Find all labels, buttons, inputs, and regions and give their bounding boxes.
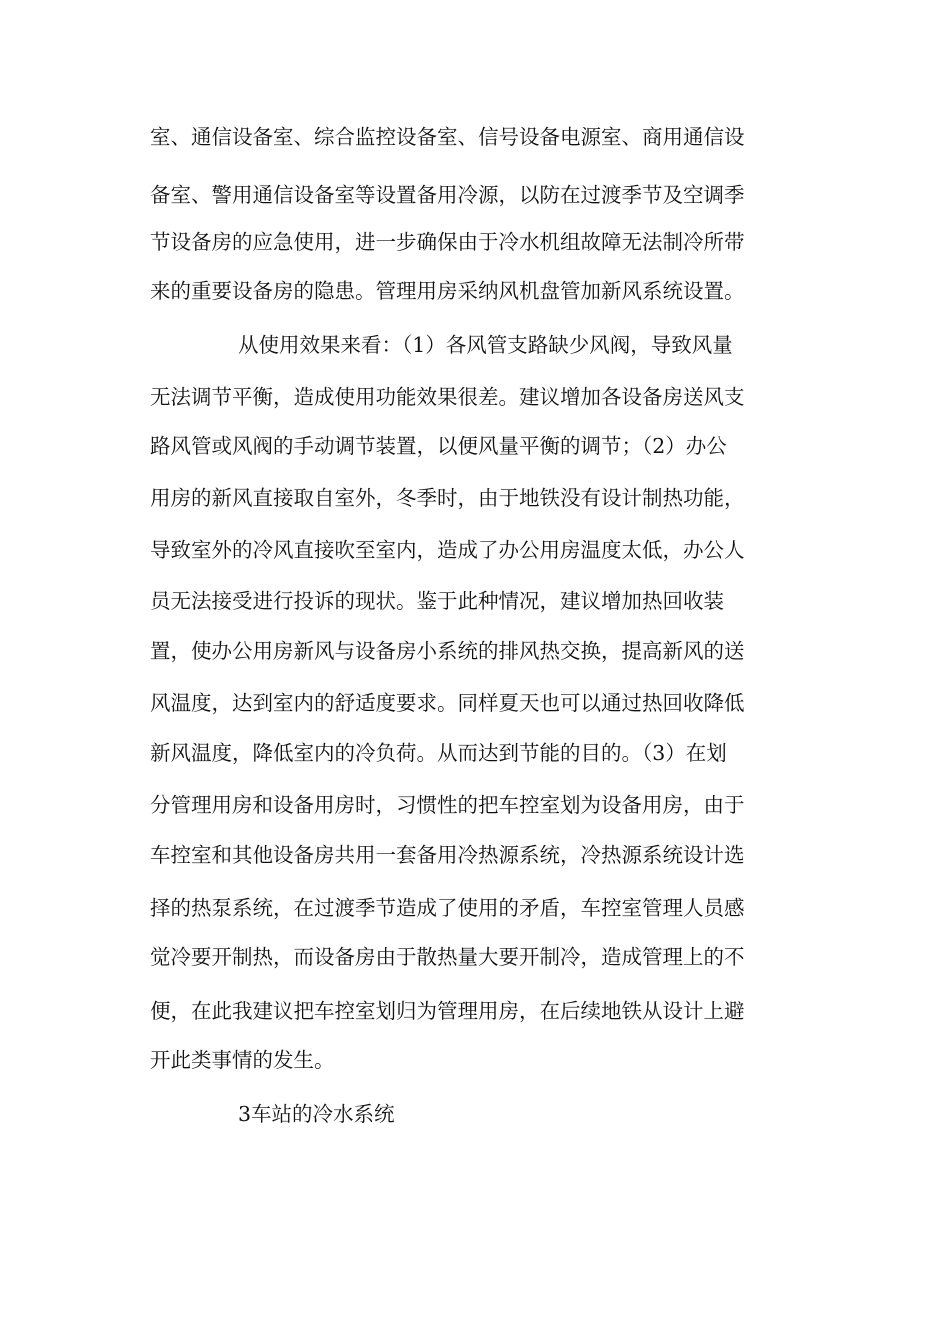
paragraph-2-line-6: 员无法接受进行投诉的现状。鉴于此种情况，建议增加热回收装 (150, 589, 724, 613)
paragraph-2-line-1: 从使用效果来看：（1）各风管支路缺少风阀，导致风量 (238, 333, 733, 357)
section-heading: 3车站的冷水系统 (238, 1102, 395, 1126)
paragraph-2-line-10: 分管理用房和设备用房时，习惯性的把车控室划为设备用房，由于 (150, 793, 745, 817)
paragraph-2-line-13: 觉冷要开制热，而设备房由于散热量大要开制冷，造成管理上的不 (150, 945, 745, 969)
paragraph-2-line-12: 择的热泵系统，在过渡季节造成了使用的矛盾，车控室管理人员感 (150, 896, 745, 920)
paragraph-2-line-9: 新风温度，降低室内的冷负荷。从而达到节能的目的。（3）在划 (150, 741, 727, 765)
paragraph-2-line-5: 导致室外的冷风直接吹至室内，造成了办公用房温度太低，办公人 (150, 538, 745, 562)
paragraph-1-line-1: 室、通信设备室、综合监控设备室、信号设备电源室、商用通信设 (150, 125, 745, 149)
paragraph-2-line-2: 无法调节平衡，造成使用功能效果很差。建议增加各设备房送风支 (150, 385, 745, 409)
paragraph-2-line-8: 风温度，达到室内的舒适度要求。同样夏天也可以通过热回收降低 (150, 691, 745, 715)
paragraph-2-line-11: 车控室和其他设备房共用一套备用冷热源系统，冷热源系统设计选 (150, 843, 745, 867)
paragraph-2-line-7: 置，使办公用房新风与设备房小系统的排风热交换，提高新风的送 (150, 639, 745, 663)
paragraph-2-line-4: 用房的新风直接取自室外，冬季时，由于地铁没有设计制热功能， (150, 486, 745, 510)
paragraph-1-line-3: 节设备房的应急使用，进一步确保由于冷水机组故障无法制冷所带 (150, 230, 745, 254)
paragraph-1-line-4: 来的重要设备房的隐患。管理用房采纳风机盘管加新风系统设置。 (150, 279, 745, 303)
paragraph-2-line-14: 便，在此我建议把车控室划归为管理用房，在后续地铁从设计上避 (150, 999, 745, 1023)
paragraph-2-line-3: 路风管或风阀的手动调节装置，以便风量平衡的调节；（2）办公 (150, 434, 727, 458)
paragraph-2-line-15: 开此类事情的发生。 (150, 1048, 335, 1072)
paragraph-1-line-2: 备室、警用通信设备室等设置备用冷源，以防在过渡季节及空调季 (150, 183, 745, 207)
